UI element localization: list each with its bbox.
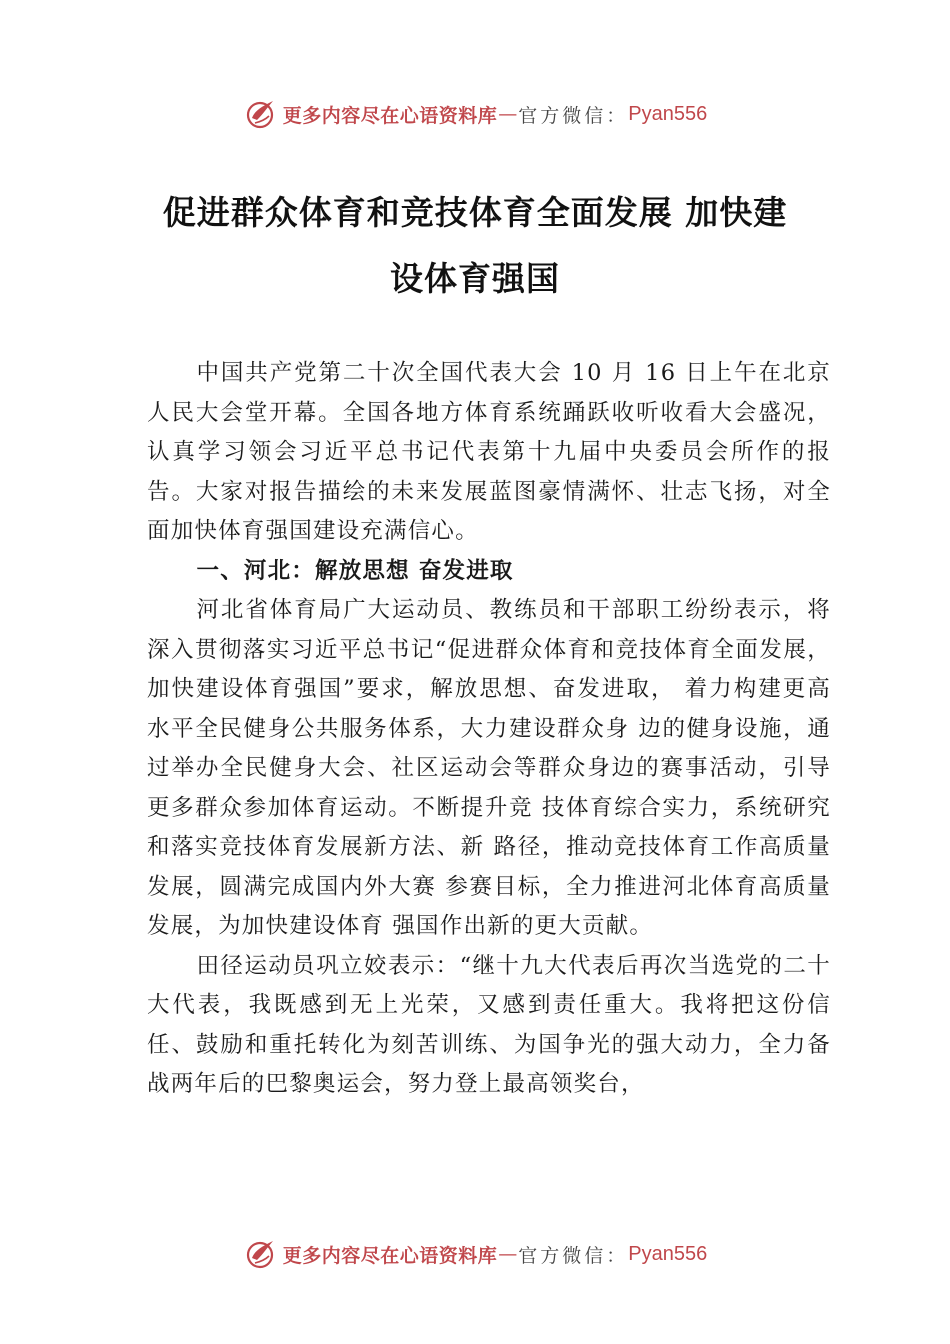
section-heading-hebei: 一、河北：解放思想 奋发进取 <box>196 557 514 584</box>
brand-text: 更多内容尽在心语资料库 <box>282 104 498 127</box>
banner-dash: — <box>498 103 518 125</box>
brand-text: 更多内容尽在心语资料库 <box>282 1244 498 1267</box>
quill-swirl-logo-icon <box>243 1236 279 1272</box>
header-banner <box>0 94 950 134</box>
quill-swirl-logo-icon <box>243 96 279 132</box>
paragraph-athlete-quote: 田径运动员巩立姣表示：“继十九大代表后再次当选党的二十大代表，我既感到无上光荣，又感到责任重大。我将把这份信任、鼓励和重托转化为刻苦训练、为国争光的强大动力，全力备战两年后的巴黎奥运会，努力登上最高领奖台， <box>147 952 831 1097</box>
title-line-2: 设体育强国 <box>390 259 560 298</box>
paragraph-intro: 中国共产党第二十次全国代表大会 10 月 16 日上午在北京人民大会堂开幕。全国各地方体育系统踊跃收听收看大会盛况，认真学习领会习近平总书记代表第十九届中央委员会所作的报告。大家对报告描绘的未来发展蓝图豪情满怀、壮志飞扬，对全面加快体育强国建设充满信心。 <box>147 360 831 544</box>
footer-banner <box>0 1234 950 1274</box>
wechat-id: Pyan556 <box>628 1242 708 1265</box>
document-body <box>147 354 831 1105</box>
title-line-1: 促进群众体育和竞技体育全面发展 加快建 <box>162 193 788 232</box>
official-wechat-label: 官方微信： <box>518 1244 629 1267</box>
wechat-id: Pyan556 <box>628 102 708 125</box>
paragraph-hebei: 河北省体育局广大运动员、教练员和干部职工纷纷表示，将深入贯彻落实习近平总书记“促进群众体育和竞技体育全面发展，加快建设体育强国”要求，解放思想、奋发进取， 着力构建更高水平全民健身公共服务体系，大力建设群众身 边的健身设施，通过举办全民健身大会、社区运动会等群众身边的赛事活动，引导更多群众参加体育运动。不断提升竞 技体育综合实力，系统研究和落实竞技体育发展新方法、新 路径，推动竞技体育工作高质量发展，圆满完成国内外大赛 参赛目标，全力推进河北体育高质量发展，为加快建设体育 强国作出新的更大贡献。 <box>147 597 831 939</box>
official-wechat-label: 官方微信： <box>518 104 629 127</box>
banner-dash: — <box>498 1243 518 1265</box>
document-title <box>120 180 830 312</box>
